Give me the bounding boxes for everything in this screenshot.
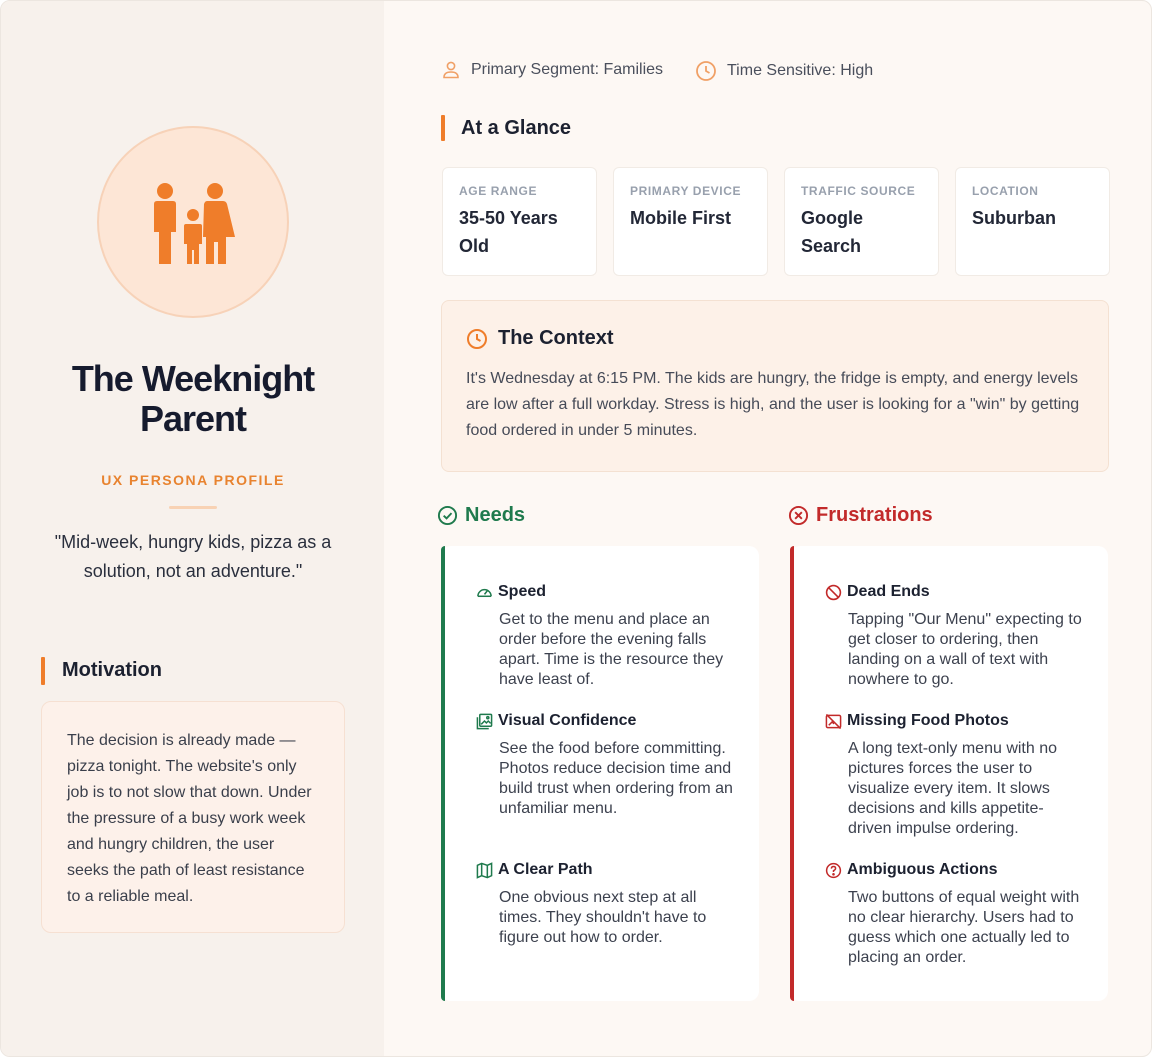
time-text: Time Sensitive: High (727, 62, 874, 79)
frustration-title: Dead Ends (847, 583, 930, 600)
motivation-title: Motivation (62, 659, 162, 681)
need-item (475, 711, 737, 819)
frustration-title: Ambiguous Actions (847, 861, 998, 878)
need-title: Visual Confidence (498, 712, 637, 729)
motivation-text: The decision is already made — pizza tonight. The website's only job is to not slow that down. Under the pressure of a busy work week and hungry children, the user seeks the path of least resistance to a reliable meal. (67, 732, 312, 905)
segment-meta (441, 60, 663, 80)
frustrations-accent-bar (790, 546, 794, 1001)
persona-name: The Weeknight Parent (71, 358, 315, 439)
glance-value: 35-50 Years Old (459, 208, 558, 256)
needs-card (441, 546, 759, 1001)
need-title: Speed (498, 583, 547, 600)
clock-icon (695, 60, 717, 82)
glance-value: Mobile First (630, 208, 732, 228)
frustration-text: Two buttons of equal weight with no clear hierarchy. Users had to guess which one actually led to placing an order. (848, 889, 1080, 966)
need-text: Get to the menu and place an order before the evening falls apart. Time is the resource they have least of. (499, 611, 724, 688)
frustration-item (824, 711, 1086, 839)
profile-divider (169, 506, 217, 509)
frustrations-card (790, 546, 1108, 1001)
frustration-item (824, 860, 1086, 968)
question-icon (824, 861, 842, 879)
avatar (97, 126, 289, 318)
glance-value: Suburban (972, 208, 1056, 228)
need-item (475, 860, 737, 948)
frustrations-title: Frustrations (816, 504, 933, 526)
glance-label: AGE RANGE (459, 184, 538, 198)
image-gallery-icon (475, 712, 493, 730)
x-circle-icon (788, 505, 809, 526)
glance-card-age (442, 167, 597, 276)
needs-accent-bar (441, 546, 445, 1001)
map-icon (475, 861, 493, 879)
frustration-text: Tapping "Our Menu" expecting to get closer to ordering, then landing on a wall of text with nowhere to go. (848, 611, 1082, 688)
image-off-icon (824, 712, 842, 730)
needs-title: Needs (465, 504, 526, 526)
sidebar (1, 1, 384, 1057)
clock-icon (466, 328, 488, 350)
segment-text: Primary Segment: Families (471, 61, 664, 78)
speedometer-icon (475, 583, 493, 601)
glance-label: LOCATION (972, 184, 1039, 198)
time-meta (695, 60, 873, 82)
frustration-text: A long text-only menu with no pictures forces the user to visualize every item. It slows decisions and kills appetite-driven impulse ordering. (848, 740, 1058, 837)
glance-value: Google Search (801, 208, 863, 256)
glance-card-device (613, 167, 768, 276)
frustration-item (824, 582, 1086, 690)
context-text: It's Wednesday at 6:15 PM. The kids are hungry, the fridge is empty, and energy levels are low after a full workday. Stress is high, and the user is looking for a "win" by getting food ordered in under 5 minutes. (466, 370, 1080, 439)
context-card (441, 300, 1109, 472)
glance-label: TRAFFIC SOURCE (801, 184, 916, 198)
context-title: The Context (498, 327, 614, 349)
needs-header (437, 504, 525, 527)
user-icon (441, 60, 461, 80)
context-header (466, 327, 1084, 350)
need-text: One obvious next step at all times. They shouldn't have to figure out how to order. (499, 889, 707, 946)
need-text: See the food before committing. Photos reduce decision time and build trust when ordering from an unfamiliar menu. (499, 740, 733, 817)
frustration-title: Missing Food Photos (847, 712, 1009, 729)
family-icon (151, 182, 235, 266)
glance-title: At a Glance (461, 117, 572, 139)
glance-accent-bar (441, 115, 445, 141)
frustrations-header (788, 504, 933, 527)
need-title: A Clear Path (498, 861, 593, 878)
need-item (475, 582, 737, 690)
persona-profile-label: UX PERSONA PROFILE (101, 472, 285, 488)
glance-card-traffic (784, 167, 939, 276)
glance-card-location (955, 167, 1110, 276)
motivation-card (41, 701, 345, 933)
prohibited-icon (824, 583, 842, 601)
persona-quote: "Mid-week, hungry kids, pizza as a solution, not an adventure." (54, 532, 332, 581)
glance-label: PRIMARY DEVICE (630, 184, 742, 198)
check-circle-icon (437, 505, 458, 526)
motivation-accent-bar (41, 657, 45, 685)
